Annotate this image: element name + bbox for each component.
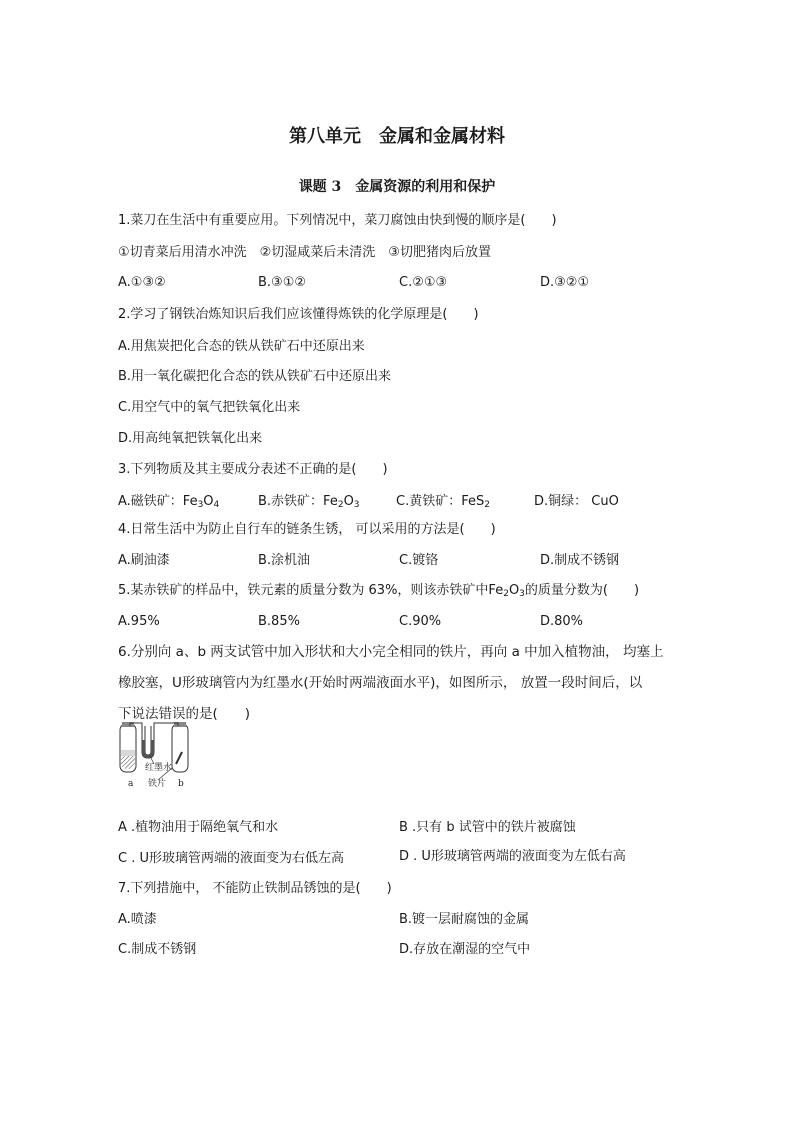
question-2-option-c: C.用空气中的氧气把铁氧化出来 xyxy=(118,400,301,415)
question-6-option-a: A .植物油用于隔绝氧气和水 xyxy=(118,820,279,835)
question-3-option-d: D.铜绿： CuO xyxy=(534,494,619,509)
question-2-option-a: A.用焦炭把化合态的铁从铁矿石中还原出来 xyxy=(118,339,365,354)
question-2-option-b: B.用一氧化碳把化合态的铁从铁矿石中还原出来 xyxy=(118,369,392,384)
u-tube-inner xyxy=(145,726,151,755)
question-7-option-a: A.喷漆 xyxy=(118,912,157,927)
water-a xyxy=(121,756,135,769)
question-3-option-b: B.赤铁矿：$Fe_2O_3$ xyxy=(258,494,360,510)
question-7-stem: 7.下列措施中， 不能防止铁制品锈蚀的是( ) xyxy=(118,881,392,896)
question-1-option-c: C.②①③ xyxy=(399,275,448,290)
question-6-stem-line-2: 橡胶塞，U形玻璃管内为红墨水(开始时两端液面水平)，如图所示， 放置一段时间后，以 xyxy=(118,675,643,691)
question-7-option-d: D.存放在潮湿的空气中 xyxy=(399,942,531,957)
figure-label-a: a xyxy=(128,779,134,789)
oil-layer xyxy=(121,750,135,756)
question-1-option-b: B.③①② xyxy=(258,275,307,290)
question-5-stem: 5.某赤铁矿的样品中，铁元素的质量分数为 63%，则该赤铁矿中$Fe_2O_3$的质量分数为( ) xyxy=(118,583,640,599)
red-ink xyxy=(142,740,154,758)
question-4-option-d: D.制成不锈钢 xyxy=(540,553,620,568)
question-5-option-b: B.85% xyxy=(258,614,300,629)
question-3-option-a: A.磁铁矿：$Fe_3O_4$ xyxy=(118,494,220,510)
question-6-stem-line-3: 下说法错误的是( ) xyxy=(118,706,251,722)
question-1-option-a: A.①③② xyxy=(118,275,166,290)
question-7-option-c: C.制成不锈钢 xyxy=(118,942,197,957)
question-1-option-d: D.③②① xyxy=(540,275,590,290)
figure-label-b: b xyxy=(178,779,184,789)
question-2-stem: 2.学习了钢铁冶炼知识后我们应该懂得炼铁的化学原理是( ) xyxy=(118,307,479,322)
question-4-option-c: C.镀铬 xyxy=(399,553,439,568)
question-5-option-a: A.95% xyxy=(118,614,160,629)
question-6-option-c: C . U形玻璃管两端的液面变为右低左高 xyxy=(118,851,344,866)
figure-label-red-ink: 红墨水 xyxy=(145,763,173,773)
tube-b xyxy=(172,724,188,772)
question-1-note: ①切青菜后用清水冲洗 ②切湿咸菜后未清洗 ③切肥猪肉后放置 xyxy=(118,245,491,260)
lesson-subtitle: 课题 3 金属资源的利用和保护 xyxy=(298,179,496,195)
question-6-option-d: D . U形玻璃管两端的液面变为左低右高 xyxy=(399,849,626,864)
question-5-option-c: C.90% xyxy=(399,614,442,629)
test-tube-figure xyxy=(116,722,192,794)
question-4-option-a: A.刷油漆 xyxy=(118,553,170,568)
unit-title: 第八单元 金属和金属材料 xyxy=(289,126,505,147)
question-5-option-d: D.80% xyxy=(540,614,584,629)
question-4-stem: 4.日常生活中为防止自行车的链条生锈， 可以采用的方法是( ) xyxy=(118,522,496,537)
figure-label-iron: 铁片 xyxy=(148,779,167,789)
question-3-option-c: C.黄铁矿：FeS$_2$ xyxy=(396,494,490,510)
question-6-stem-line-1: 6.分别向 a、b 两支试管中加入形状和大小完全相同的铁片，再向 a 中加入植物油， 均塞上 xyxy=(118,644,664,660)
question-2-option-d: D.用高纯氧把铁氧化出来 xyxy=(118,431,263,446)
question-3-stem: 3.下列物质及其主要成分表述不正确的是( ) xyxy=(118,462,388,477)
iron-strip-b xyxy=(176,752,182,764)
question-1-stem: 1.菜刀在生活中有重要应用。下列情况中，菜刀腐蚀由快到慢的顺序是( ) xyxy=(118,213,557,228)
question-4-option-b: B.涂机油 xyxy=(258,553,311,568)
question-7-option-b: B.镀一层耐腐蚀的金属 xyxy=(399,912,530,927)
question-6-option-b: B .只有 b 试管中的铁片被腐蚀 xyxy=(399,820,576,835)
